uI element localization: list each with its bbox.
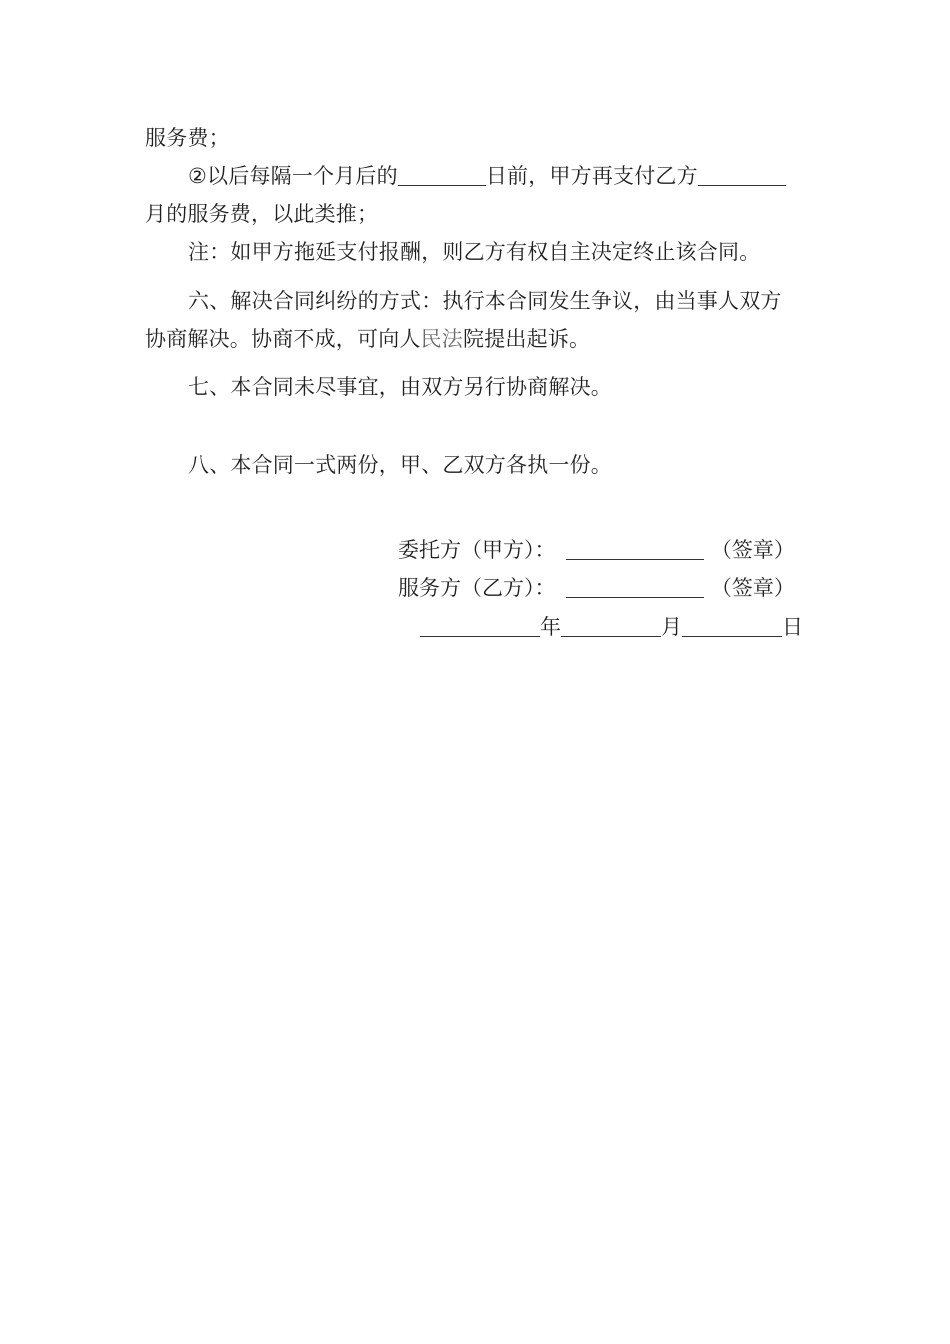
clause-text: 日前，甲方再支付乙方 bbox=[485, 164, 698, 188]
clause-line-1 bbox=[145, 123, 807, 153]
civil-law-link[interactable]: 民法 bbox=[420, 327, 464, 351]
clause-text: 六、解决合同纠纷的方式：执行本合同发生争议，由当事人双方 bbox=[188, 289, 782, 313]
blank-month-count-field[interactable] bbox=[698, 163, 786, 186]
clause-text: 月的服务费，以此类推； bbox=[145, 202, 379, 226]
clause-text: 协商解决。协商不成，可向人 bbox=[145, 327, 421, 351]
clause-seven bbox=[188, 372, 807, 402]
clause-six-line-2 bbox=[145, 324, 807, 354]
date-row bbox=[420, 612, 803, 642]
client-signature-row bbox=[398, 535, 795, 565]
clause-text: 七、本合同未尽事宜，由双方另行协商解决。 bbox=[188, 375, 612, 399]
client-label: 委托方（甲方）： bbox=[398, 538, 556, 562]
clause-line-2 bbox=[188, 161, 807, 191]
clause-text: 院提出起诉。 bbox=[463, 327, 591, 351]
clause-text: 八、本合同一式两份，甲、乙双方各执一份。 bbox=[188, 453, 612, 477]
provider-signature-row bbox=[398, 573, 795, 603]
blank-day-field[interactable] bbox=[398, 163, 486, 186]
provider-signature-field[interactable] bbox=[566, 575, 704, 598]
clause-note bbox=[188, 237, 807, 267]
provider-label: 服务方（乙方）： bbox=[398, 576, 556, 600]
day-field[interactable] bbox=[682, 614, 782, 637]
year-label: 年 bbox=[540, 615, 561, 639]
clause-text: 注：如甲方拖延支付报酬，则乙方有权自主决定终止该合同。 bbox=[188, 240, 761, 264]
clause-six-line-1 bbox=[188, 286, 807, 316]
clause-line-3 bbox=[145, 199, 807, 229]
provider-seal-label: （签章） bbox=[710, 576, 795, 600]
clause-text: 服务费； bbox=[145, 126, 230, 150]
client-seal-label: （签章） bbox=[710, 538, 795, 562]
clause-eight bbox=[188, 450, 807, 480]
clause-text: ②以后每隔一个月后的 bbox=[188, 164, 398, 188]
client-signature-field[interactable] bbox=[566, 537, 704, 560]
day-label: 日 bbox=[782, 615, 803, 639]
month-label: 月 bbox=[661, 615, 682, 639]
year-field[interactable] bbox=[420, 614, 540, 637]
month-field[interactable] bbox=[561, 614, 661, 637]
